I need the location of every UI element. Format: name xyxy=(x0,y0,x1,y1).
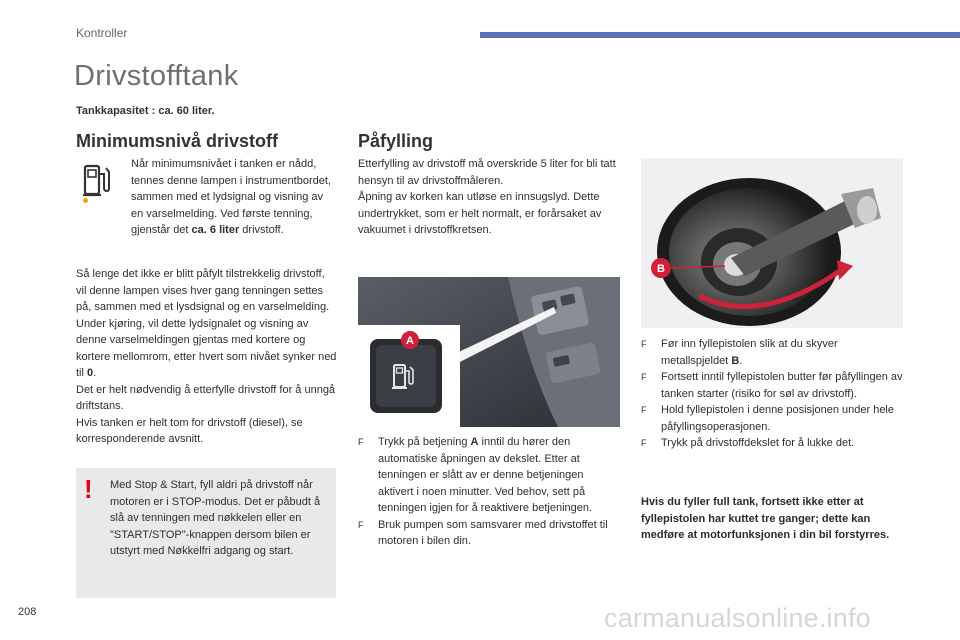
header-accent-bar xyxy=(480,32,960,38)
step-item: F Hold fyllepistolen i denne posisjonen under hele påfyllingsoperasjonen. xyxy=(641,404,894,433)
filler-image xyxy=(641,158,903,328)
section-label: Kontroller xyxy=(76,26,128,40)
step-item: F Trykk på drivstoffdekslet for å lukke det. xyxy=(641,435,903,452)
page-title: Drivstofftank xyxy=(74,60,239,92)
callout-a-label: A xyxy=(406,335,414,347)
fuel-flap-button-illustration xyxy=(358,277,620,427)
warning-exclamation-icon: ! xyxy=(84,474,93,504)
bullet-mark: F xyxy=(358,519,364,530)
interior-image xyxy=(358,277,620,427)
stop-start-warning-text: Med Stop & Start, fyll aldri på drivstoff når motoren er i STOP-modus. Det er påbudt å slå av tenningen med nøkkelen eller en "START/STOP"-knappen dersom bilen er utstyrt med Nøkkelfri adgang og start. xyxy=(110,479,321,557)
heading-minimum-level: Minimumsnivå drivstoff xyxy=(76,131,279,151)
tank-capacity: Tankkapasitet : ca. 60 liter. xyxy=(76,105,215,117)
bullet-mark: F xyxy=(641,405,647,415)
bullet-mark: F xyxy=(358,437,364,447)
heading-refilling: Påfylling xyxy=(358,131,434,151)
page-number: 208 xyxy=(18,606,37,618)
fuel-pump-icon xyxy=(82,160,112,200)
minimum-intro-text: Når minimumsnivået i tanken er nådd, tennes denne lampen i instrumentbordet, sammen med et lydsignal og visning av en varselmelding. Ved første tenning, gjenstår det ca. 6 liter drivstoff. xyxy=(131,158,331,236)
step-item: F Trykk på betjening A inntil du hører den automatiske åpningen av dekslet. Etter at tenningen er slått av er denne betjeningen aktivert i noen minutter. Ved behov, sett på tenningen igjen for å reaktivere betjeningen. xyxy=(358,436,593,514)
step-item: F Fortsett inntil fyllepistolen butter før påfyllingen av tanken starter (risiko for søl av drivstoff). xyxy=(641,371,903,400)
step-item: F Bruk pumpen som samsvarer med drivstoffet til motoren i bilen din. xyxy=(358,518,608,547)
refill-intro-text: Etterfylling av drivstoff må overskride 5 liter for bli tatt hensyn til av drivstoffmåleren. Åpning av korken kan utløse en innsugslyd. Dette undertrykket, som er helt normalt, er forårsaket av vakuumet i drivstoffkretsen. xyxy=(358,158,616,236)
watermark: carmanualsonline.info xyxy=(604,603,871,633)
bullet-mark: F xyxy=(641,372,647,382)
callout-b-label: B xyxy=(657,263,665,275)
fuel-filler-neck-illustration xyxy=(641,158,903,328)
bullet-mark: F xyxy=(641,438,647,448)
step-item: F Før inn fyllepistolen slik at du skyver metallspjeldet B. xyxy=(641,338,838,367)
refill-steps-a xyxy=(358,434,620,550)
minimum-body-text: Så lenge det ikke er blitt påfylt tilstrekkelig drivstoff, vil denne lampen vises hver gang tenningen settes på, sammen med et lysdsignal og en varselmelding. Under kjøring, vil dette lydsignalet og visning av denne varselmeldingen gjentas med kortere og kortere mellomrom, etter hvert som nivået synker ned til 0. Det er helt nødvendig å etterfylle drivstoff for å unngå driftstans. Hvis tanken er helt tom for drivstoff (diesel), se korresponderende avsnitt. xyxy=(76,268,337,445)
full-tank-warning: Hvis du fyller full tank, fortsett ikke etter at fyllepistolen har kuttet tre ganger; dette kan medføre at motorfunksjonen i din bil forstyrres. xyxy=(641,496,890,541)
bullet-mark: F xyxy=(641,339,647,349)
warning-lamp-dot xyxy=(83,198,88,203)
refill-steps-b xyxy=(641,336,903,452)
